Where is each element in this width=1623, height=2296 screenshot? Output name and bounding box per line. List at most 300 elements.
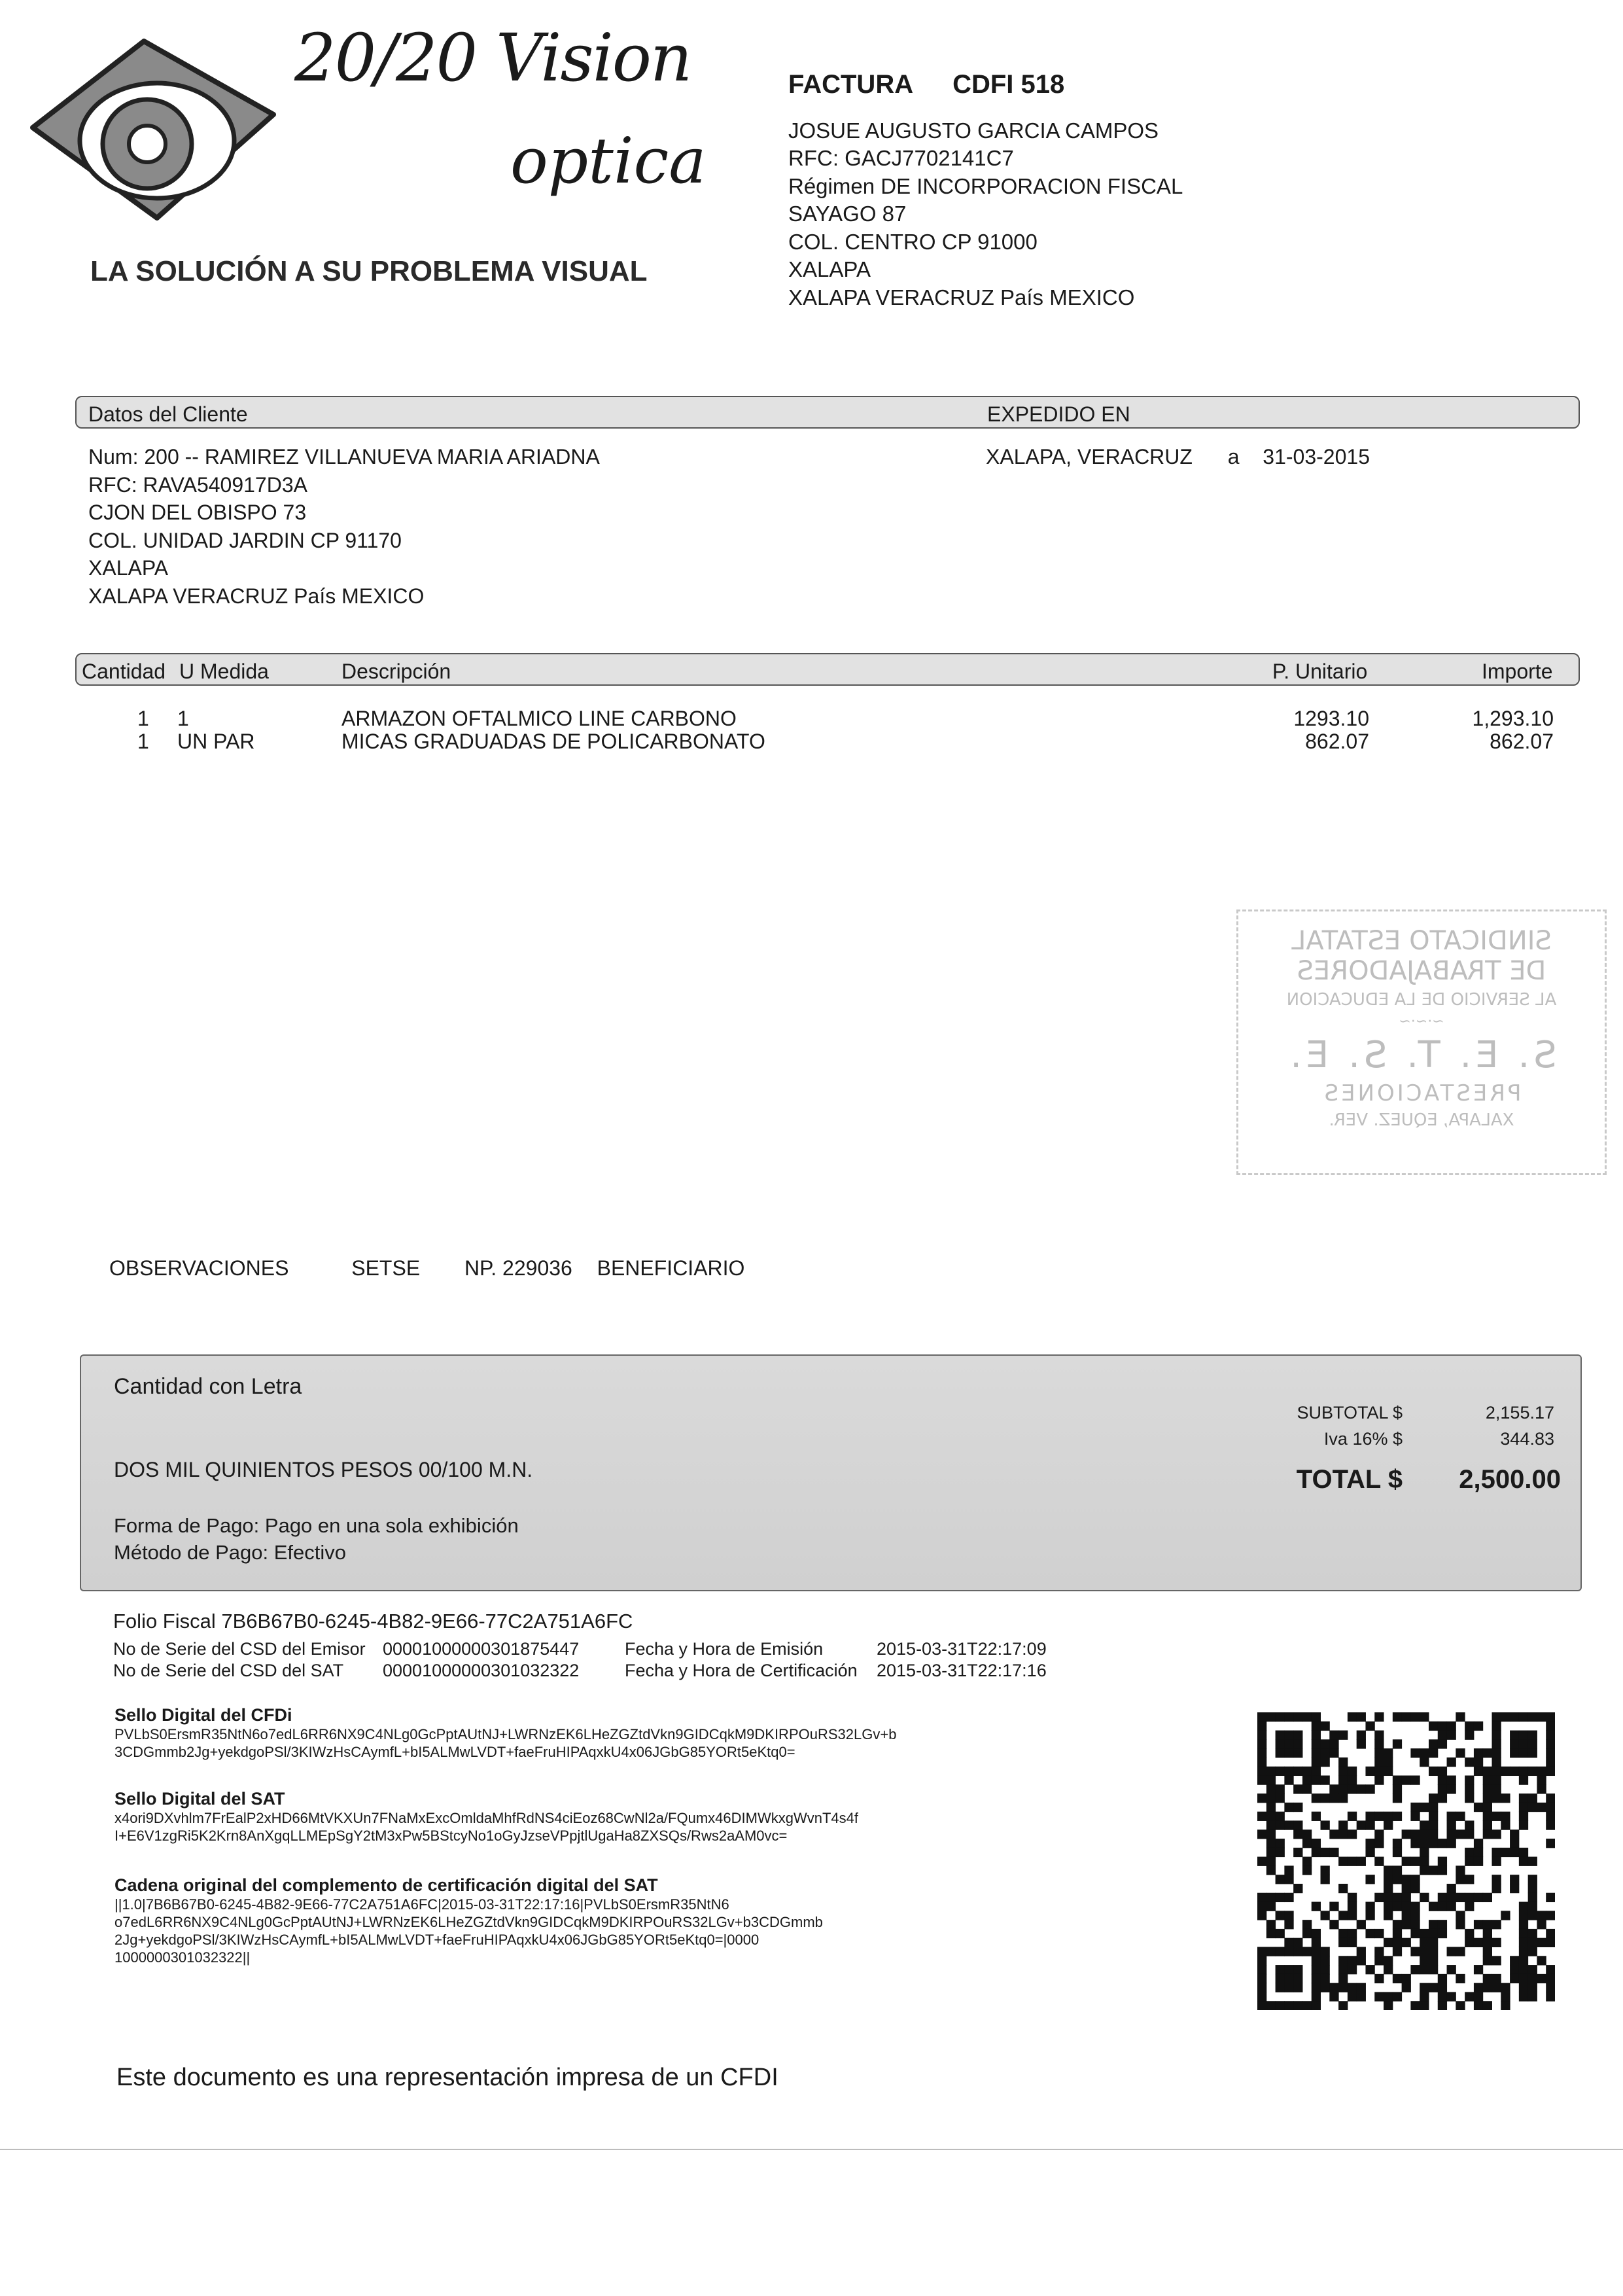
qr-module <box>1492 1974 1501 1983</box>
qr-module <box>1546 1767 1555 1776</box>
qr-module <box>1321 1739 1330 1748</box>
qr-module <box>1284 1965 1293 1974</box>
observaciones-role: BENEFICIARIO <box>597 1256 745 1280</box>
qr-module <box>1438 1731 1447 1740</box>
qr-module <box>1420 1938 1429 1947</box>
csd-emisor-label: No de Serie del CSD del Emisor <box>113 1639 366 1659</box>
qr-module <box>1293 1739 1302 1748</box>
qr-module <box>1546 1992 1555 2001</box>
qr-module <box>1402 1902 1411 1911</box>
sello-sat-title: Sello Digital del SAT <box>114 1789 285 1809</box>
qr-module <box>1284 1803 1293 1812</box>
qr-module <box>1312 1983 1321 1992</box>
qr-module <box>1384 1992 1393 2001</box>
table-row <box>0 730 1623 754</box>
qr-module <box>1338 1776 1348 1785</box>
qr-module <box>1338 1820 1348 1829</box>
qr-module <box>1276 2001 1285 2010</box>
qr-module <box>1420 1865 1429 1875</box>
qr-module <box>1393 1793 1402 1803</box>
qr-module <box>1266 1893 1276 1902</box>
qr-module <box>1312 1902 1321 1911</box>
qr-module <box>1429 1947 1438 1956</box>
qr-module <box>1429 1920 1438 1929</box>
qr-module <box>1410 1947 1420 1956</box>
client-num-name: Num: 200 -- RAMIREZ VILLANUEVA MARIA ARIADNA <box>88 445 600 468</box>
qr-module <box>1410 1929 1420 1938</box>
qr-module <box>1510 1767 1519 1776</box>
qr-module <box>1393 1776 1402 1785</box>
qr-module <box>1447 1722 1456 1731</box>
observaciones-np: NP. 229036 <box>464 1256 572 1280</box>
qr-module <box>1465 1875 1474 1884</box>
observaciones-org: SETSE <box>351 1256 421 1280</box>
qr-module <box>1483 1820 1492 1829</box>
qr-module <box>1501 1812 1510 1821</box>
qr-module <box>1321 1722 1330 1731</box>
qr-module <box>1410 2001 1420 2010</box>
client-colonia: COL. UNIDAD JARDIN CP 91170 <box>88 528 402 552</box>
qr-module <box>1402 1875 1411 1884</box>
qr-module <box>1546 1820 1555 1829</box>
qr-module <box>1410 1748 1420 1757</box>
qr-module <box>1374 1739 1384 1748</box>
row-unitario: 862.07 <box>1305 730 1369 753</box>
qr-module <box>1348 1767 1357 1776</box>
qr-module <box>1474 1803 1483 1812</box>
qr-module <box>1276 1731 1285 1740</box>
qr-module <box>1402 1983 1411 1992</box>
qr-module <box>1501 1767 1510 1776</box>
client-header-bar <box>75 396 1580 429</box>
qr-module <box>1393 1947 1402 1956</box>
qr-module <box>1528 1902 1537 1911</box>
qr-module <box>1438 2001 1447 2010</box>
qr-module <box>1519 1776 1528 1785</box>
qr-module <box>1302 1929 1312 1938</box>
qr-module <box>1410 1776 1420 1785</box>
qr-module <box>1338 1857 1348 1866</box>
qr-module <box>1528 1857 1537 1866</box>
qr-module <box>1276 1748 1285 1757</box>
qr-module <box>1546 1938 1555 1947</box>
qr-module <box>1546 1929 1555 1938</box>
qr-module <box>1348 1857 1357 1866</box>
qr-module <box>1276 1875 1285 1884</box>
csd-sat-value: 00001000000301032322 <box>383 1661 580 1680</box>
qr-module <box>1293 1767 1302 1776</box>
qr-module <box>1402 1893 1411 1902</box>
qr-module <box>1510 1848 1519 1857</box>
emitter-colonia: COL. CENTRO CP 91000 <box>788 229 1038 254</box>
qr-module <box>1284 1911 1293 1920</box>
cfdi-footer-note: Este documento es una representación impresa de un CFDI <box>116 2064 778 2091</box>
brand-tagline: LA SOLUCIÓN A SU PROBLEMA VISUAL <box>90 255 648 287</box>
qr-module <box>1257 1739 1266 1748</box>
qr-module <box>1537 1956 1546 1965</box>
qr-module <box>1321 1793 1330 1803</box>
qr-module <box>1465 1938 1474 1947</box>
qr-module <box>1447 1884 1456 1893</box>
qr-module <box>1393 1920 1402 1929</box>
qr-module <box>1312 1793 1321 1803</box>
qr-module <box>1266 1793 1276 1803</box>
row-importe: 862.07 <box>1490 730 1554 753</box>
qr-module <box>1447 1731 1456 1740</box>
qr-module <box>1528 1992 1537 2001</box>
qr-module <box>1329 1920 1338 1929</box>
qr-module <box>1420 1983 1429 1992</box>
qr-module <box>1546 1803 1555 1812</box>
sello-sat-block <box>114 1788 858 1845</box>
qr-module <box>1365 1820 1374 1829</box>
qr-module <box>1276 1767 1285 1776</box>
qr-module <box>1266 1920 1276 1929</box>
qr-module <box>1348 1784 1357 1793</box>
qr-module <box>1321 1974 1330 1983</box>
qr-module <box>1284 1938 1293 1947</box>
union-stamp <box>1236 910 1607 1175</box>
qr-module <box>1410 1803 1420 1812</box>
qr-module <box>1257 1974 1266 1983</box>
qr-module <box>1348 1938 1357 1947</box>
qr-module <box>1312 1712 1321 1722</box>
client-city: XALAPA <box>88 556 169 580</box>
qr-module <box>1284 1974 1293 1983</box>
qr-module <box>1365 1839 1374 1848</box>
qr-module <box>1276 1848 1285 1857</box>
qr-module <box>1374 1757 1384 1767</box>
qr-module <box>1284 1712 1293 1722</box>
qr-module <box>1293 1947 1302 1956</box>
page-divider <box>0 2149 1623 2150</box>
qr-module <box>1276 1965 1285 1974</box>
qr-module <box>1257 1767 1266 1776</box>
qr-module <box>1465 1722 1474 1731</box>
qr-module <box>1302 1767 1312 1776</box>
table-row <box>0 707 1623 732</box>
qr-module <box>1438 1784 1447 1793</box>
qr-module <box>1266 1767 1276 1776</box>
qr-module <box>1348 1983 1357 1992</box>
qr-module <box>1456 1893 1465 1902</box>
qr-module <box>1276 1784 1285 1793</box>
qr-module <box>1483 1793 1492 1803</box>
qr-module <box>1393 1875 1402 1884</box>
qr-module <box>1384 2001 1393 2010</box>
qr-module <box>1357 1712 1366 1722</box>
qr-module <box>1266 1829 1276 1839</box>
qr-module <box>1438 1865 1447 1875</box>
qr-module <box>1474 1722 1483 1731</box>
qr-module <box>1492 1748 1501 1757</box>
qr-module <box>1312 1929 1321 1938</box>
qr-module <box>1546 1757 1555 1767</box>
qr-module <box>1266 1803 1276 1812</box>
cadena-line: o7edL6RR6NX9C4NLg0GcPptAUtNJ+LWRNzEK6LHeZGZtdVkn9GIDCqkM9DKIRPOuRS32LGv+b3CDGmmb <box>114 1914 823 1930</box>
qr-module <box>1410 1920 1420 1929</box>
qr-module <box>1402 1938 1411 1947</box>
qr-module <box>1465 1793 1474 1803</box>
qr-module <box>1429 1956 1438 1965</box>
qr-module <box>1266 1902 1276 1911</box>
qr-module <box>1474 1983 1483 1992</box>
brand-subname: optica <box>510 124 707 198</box>
cert-value: 2015-03-31T22:17:16 <box>877 1661 1047 1680</box>
qr-module <box>1519 1947 1528 1956</box>
brand-name: 20/20 Vision <box>294 20 691 96</box>
qr-module <box>1365 1784 1374 1793</box>
qr-module <box>1501 1992 1510 2001</box>
client-street: CJON DEL OBISPO 73 <box>88 501 307 524</box>
items-header-bar <box>75 653 1580 686</box>
qr-module <box>1374 1956 1384 1965</box>
client-header: Datos del Cliente <box>88 402 248 426</box>
qr-module <box>1338 1938 1348 1947</box>
qr-module <box>1402 1712 1411 1722</box>
qr-module <box>1474 1992 1483 2001</box>
qr-module <box>1519 1929 1528 1938</box>
qr-module <box>1528 1929 1537 1938</box>
letra-value: DOS MIL QUINIENTOS PESOS 00/100 M.N. <box>114 1458 533 1481</box>
qr-module <box>1474 1848 1483 1857</box>
qr-module <box>1302 1947 1312 1956</box>
cadena-title: Cadena original del complemento de certificación digital del SAT <box>114 1875 658 1895</box>
expedido-place: XALAPA, VERACRUZ <box>986 445 1193 468</box>
cert-label: Fecha y Hora de Certificación <box>625 1661 858 1680</box>
qr-module <box>1338 1911 1348 1920</box>
qr-module <box>1492 1884 1501 1893</box>
qr-module <box>1447 1965 1456 1974</box>
qr-module <box>1447 1820 1456 1829</box>
qr-module <box>1302 2001 1312 2010</box>
sello-cfdi-line: PVLbS0ErsmR35NtN6o7edL6RR6NX9C4NLg0GcPptAUtNJ+LWRNzEK6LHeZGZtdVkn9GIDCqkM9DKIRPOuRS32LGv+b <box>114 1726 897 1742</box>
folio-fiscal: Folio Fiscal 7B6B67B0-6245-4B82-9E66-77C2A751A6FC <box>113 1610 633 1633</box>
forma-pago: Forma de Pago: Pago en una sola exhibición <box>114 1514 519 1537</box>
qr-module <box>1329 1748 1338 1757</box>
row-descripcion: MICAS GRADUADAS DE POLICARBONATO <box>341 730 765 753</box>
stamp-ornament: ~·~·~ <box>1399 1014 1444 1030</box>
qr-module <box>1537 1712 1546 1722</box>
qr-module <box>1312 1739 1321 1748</box>
emitter-name: JOSUE AUGUSTO GARCIA CAMPOS <box>788 118 1159 143</box>
qr-module <box>1321 1947 1330 1956</box>
qr-module <box>1357 1920 1366 1929</box>
expedido-a: a <box>1227 445 1240 468</box>
qr-module <box>1510 1712 1519 1722</box>
qr-module <box>1402 1857 1411 1866</box>
qr-module <box>1312 1974 1321 1983</box>
qr-module <box>1348 1911 1357 1920</box>
qr-module <box>1420 1893 1429 1902</box>
qr-module <box>1402 1829 1411 1839</box>
qr-module <box>1293 2001 1302 2010</box>
qr-module <box>1492 1757 1501 1767</box>
col-descripcion: Descripción <box>341 660 451 683</box>
stamp-line: S. E. T. S. E. <box>1286 1034 1557 1076</box>
qr-module <box>1519 1848 1528 1857</box>
qr-module <box>1374 1929 1384 1938</box>
qr-module <box>1302 1857 1312 1866</box>
qr-module <box>1384 1757 1393 1767</box>
qr-module <box>1338 1767 1348 1776</box>
qr-module <box>1420 1820 1429 1829</box>
qr-module <box>1474 1920 1483 1929</box>
qr-module <box>1510 1829 1519 1839</box>
qr-module <box>1374 1893 1384 1902</box>
qr-module <box>1510 1884 1519 1893</box>
qr-module <box>1510 1974 1519 1983</box>
qr-module <box>1348 1929 1357 1938</box>
qr-module <box>1365 1902 1374 1911</box>
qr-module <box>1312 2001 1321 2010</box>
sello-cfdi-block <box>114 1704 896 1761</box>
qr-module <box>1348 1776 1357 1785</box>
qr-module <box>1483 1893 1492 1902</box>
qr-module <box>1276 1812 1285 1821</box>
qr-module <box>1483 1784 1492 1793</box>
qr-module <box>1546 1974 1555 1983</box>
qr-module <box>1312 1947 1321 1956</box>
qr-module <box>1510 1748 1519 1757</box>
qr-module <box>1474 1965 1483 1974</box>
invoice-type: FACTURA <box>788 70 914 99</box>
qr-module <box>1365 1848 1374 1857</box>
qr-module <box>1483 1803 1492 1812</box>
qr-module <box>1456 1829 1465 1839</box>
qr-module <box>1429 1829 1438 1839</box>
qr-module <box>1284 1865 1293 1875</box>
qr-module <box>1519 1748 1528 1757</box>
qr-module <box>1483 1974 1492 1983</box>
qr-module <box>1501 1712 1510 1722</box>
stamp-line: SINDICATO ESTATAL <box>1291 926 1552 956</box>
qr-module <box>1447 1893 1456 1902</box>
qr-module <box>1519 1911 1528 1920</box>
qr-module <box>1293 1848 1302 1857</box>
qr-module <box>1510 1875 1519 1884</box>
qr-module <box>1338 1956 1348 1965</box>
invoice-title <box>788 71 1183 99</box>
qr-module <box>1438 1902 1447 1911</box>
qr-module <box>1384 1965 1393 1974</box>
qr-module <box>1410 1829 1420 1839</box>
qr-module <box>1329 1992 1338 2001</box>
qr-module <box>1321 1776 1330 1785</box>
emitter-street: SAYAGO 87 <box>788 202 907 226</box>
qr-module <box>1393 1992 1402 2001</box>
qr-module <box>1465 1929 1474 1938</box>
sello-sat-line: x4ori9DXvhlm7FrEalP2xHD66MtVKXUn7FNaMxExcOmldaMhfRdNS4ciEoz68CwNl2a/FQumx46DIMWkxgWvnT4s4f <box>114 1810 858 1826</box>
qr-module <box>1546 1739 1555 1748</box>
qr-module <box>1537 1776 1546 1785</box>
qr-module <box>1321 1956 1330 1965</box>
qr-module <box>1410 1839 1420 1848</box>
qr-module <box>1519 1712 1528 1722</box>
qr-module <box>1266 1929 1276 1938</box>
letra-label: Cantidad con Letra <box>114 1374 302 1399</box>
qr-module <box>1276 1793 1285 1803</box>
qr-module <box>1528 1893 1537 1902</box>
client-block <box>88 443 600 610</box>
qr-module <box>1528 1875 1537 1884</box>
qr-module <box>1302 1776 1312 1785</box>
qr-module <box>1438 1992 1447 2001</box>
qr-module <box>1348 1893 1357 1902</box>
qr-module <box>1257 1731 1266 1740</box>
qr-module <box>1293 1938 1302 1947</box>
qr-module <box>1447 1992 1456 2001</box>
row-medida: 1 <box>177 707 189 730</box>
qr-module <box>1528 1739 1537 1748</box>
qr-module <box>1257 1748 1266 1757</box>
qr-module <box>1284 1748 1293 1757</box>
qr-module <box>1501 1820 1510 1829</box>
qr-module <box>1519 1812 1528 1821</box>
qr-module <box>1501 1983 1510 1992</box>
qr-module <box>1312 1992 1321 2001</box>
qr-module <box>1348 1712 1357 1722</box>
qr-module <box>1338 1974 1348 1983</box>
qr-module <box>1528 1911 1537 1920</box>
qr-module <box>1402 1884 1411 1893</box>
qr-module <box>1365 1875 1374 1884</box>
qr-module <box>1474 1767 1483 1776</box>
qr-module <box>1393 1812 1402 1821</box>
qr-module <box>1374 1776 1384 1785</box>
qr-module <box>1456 1865 1465 1875</box>
qr-module <box>1465 1776 1474 1785</box>
qr-module <box>1257 1722 1266 1731</box>
qr-module <box>1483 1947 1492 1956</box>
qr-module <box>1374 1857 1384 1866</box>
qr-module <box>1429 1938 1438 1947</box>
qr-module <box>1420 1803 1429 1812</box>
qr-module <box>1438 1983 1447 1992</box>
qr-module <box>1492 1875 1501 1884</box>
invoice-number: CDFI 518 <box>952 70 1065 99</box>
qr-module <box>1329 1983 1338 1992</box>
emision-value: 2015-03-31T22:17:09 <box>877 1639 1047 1659</box>
qr-module <box>1420 1965 1429 1974</box>
qr-module <box>1519 1956 1528 1965</box>
qr-module <box>1284 1875 1293 1884</box>
qr-module <box>1312 1767 1321 1776</box>
qr-module <box>1393 1839 1402 1848</box>
row-cantidad: 1 <box>137 730 149 753</box>
qr-module <box>1474 1839 1483 1848</box>
qr-module <box>1528 1947 1537 1956</box>
qr-module <box>1357 1731 1366 1740</box>
metodo-pago: Método de Pago: Efectivo <box>114 1541 347 1564</box>
iva-label: Iva 16% $ <box>1323 1429 1403 1449</box>
qr-module <box>1384 1865 1393 1875</box>
qr-module <box>1410 1712 1420 1722</box>
qr-module <box>1357 1983 1366 1992</box>
qr-module <box>1266 1848 1276 1857</box>
qr-module <box>1348 1829 1357 1839</box>
qr-module <box>1284 2001 1293 2010</box>
qr-module <box>1266 1865 1276 1875</box>
qr-module <box>1546 1793 1555 1803</box>
qr-module <box>1519 1992 1528 2001</box>
qr-module <box>1293 1974 1302 1983</box>
qr-module <box>1429 1739 1438 1748</box>
qr-module <box>1393 1902 1402 1911</box>
iva-value: 344.83 <box>1500 1429 1554 1449</box>
expedido-date: 31-03-2015 <box>1263 445 1370 468</box>
qr-module <box>1384 1820 1393 1829</box>
